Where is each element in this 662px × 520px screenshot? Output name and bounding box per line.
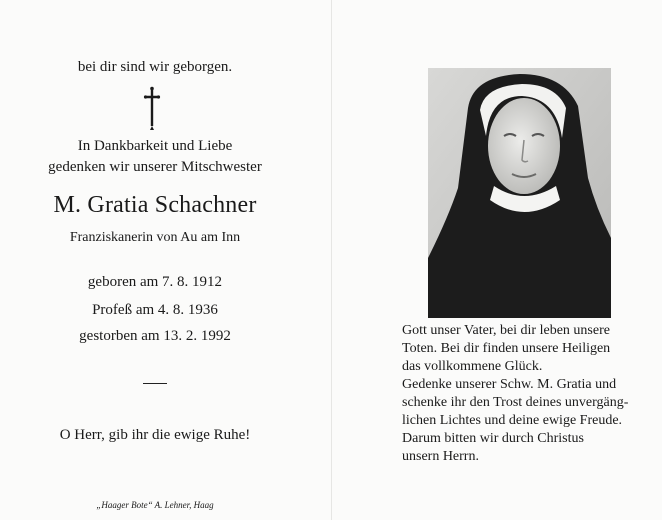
prayer-line: schenke ihr den Trost deines unvergäng-: [402, 395, 629, 410]
publisher-imprint: „Haager Bote“ A. Lehner, Haag: [96, 500, 214, 510]
birth-date: geboren am 7. 8. 1912: [87, 274, 223, 290]
prayer-line: Darum bitten wir durch Christus: [402, 431, 584, 446]
prayer-line: lichen Lichtes und deine ewige Freude.: [402, 413, 623, 428]
profession-date: Profeß am 4. 8. 1936: [92, 302, 218, 318]
prayer-line: unsern Herrn.: [402, 449, 479, 464]
religious-order: Franziskanerin von Au am Inn: [69, 230, 241, 245]
gratitude-line-2: gedenken wir unserer Mitschwester: [48, 159, 262, 175]
divider: [143, 383, 167, 384]
death-date: gestorben am 13. 2. 1992: [79, 328, 231, 344]
prayer-line: Gedenke unserer Schw. M. Gratia und: [402, 377, 617, 392]
closing-prayer: O Herr, gib ihr die ewige Ruhe!: [59, 427, 251, 443]
gratitude-line-1: In Dankbarkeit und Liebe: [77, 138, 233, 154]
prayer-line: das vollkommene Glück.: [402, 359, 543, 374]
prayer-line: Toten. Bei dir finden unsere Heiligen: [402, 341, 611, 356]
nun-portrait-image: [428, 68, 611, 318]
deceased-name: M. Gratia Schachner: [53, 192, 257, 218]
portrait-photo: [428, 68, 611, 318]
right-page: [332, 0, 662, 520]
cross-icon: [142, 86, 162, 130]
verse-line: bei dir sind wir geborgen.: [77, 59, 233, 75]
prayer-text: [402, 322, 652, 466]
prayer-line: Gott unser Vater, bei dir leben unsere: [402, 323, 610, 338]
